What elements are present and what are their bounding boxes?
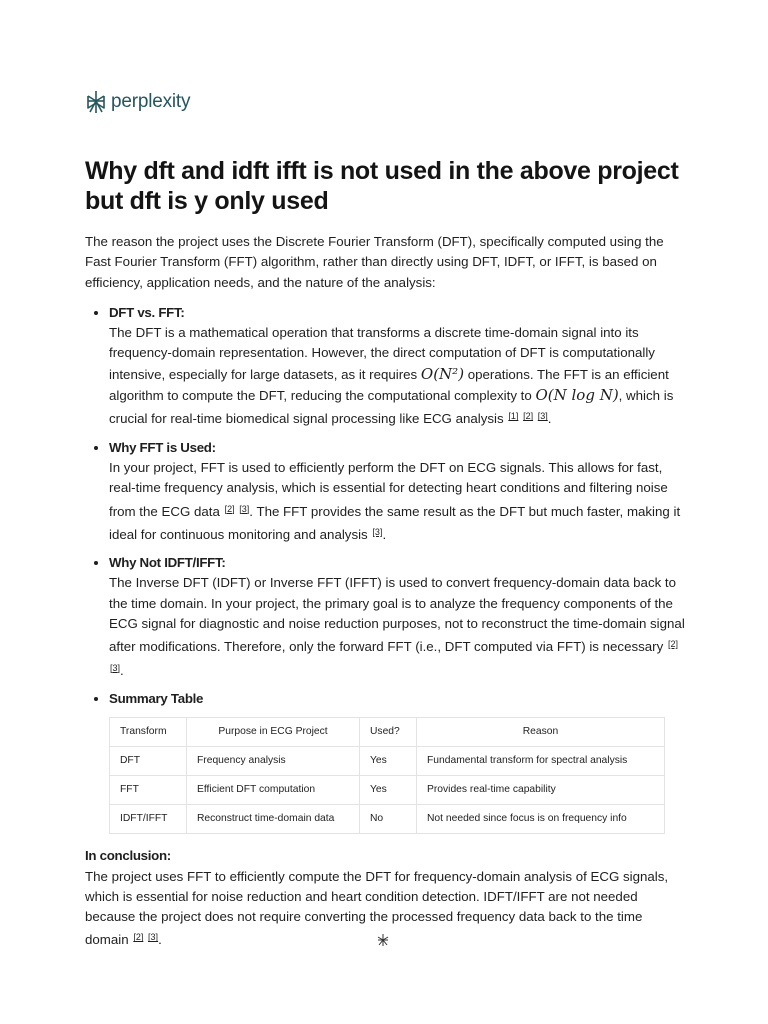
conclusion-paragraph: The project uses FFT to efficiently compute the DFT for frequency-domain analysis of ECG signals, which is essential for noise reduction and heart condition detection. IDFT/IFFT are not needed because the project does not require converting the processed frequency data back to the time domain [2] [3]. xyxy=(85,868,669,948)
summary-table xyxy=(109,717,665,834)
column-header: Used? xyxy=(360,718,417,747)
citation-link[interactable]: [2] xyxy=(224,503,235,514)
column-header: Purpose in ECG Project xyxy=(187,718,360,747)
math-big-o-n-squared: O(N²) xyxy=(420,364,465,383)
citation-link[interactable]: [2] xyxy=(133,932,144,943)
list-item: • Why Not IDFT/IFFT: The Inverse DFT (IDFT) or Inverse FFT (IFFT) is used to convert frequency-domain data back to the time domain. In your project, the primary goal is to analyze the frequency components of the ECG signal for diagnostic and noise reduction purposes, not to reconstruct the time-domain signal after modifications. Therefore, only the forward FFT (i.e., DFT computed via FFT) is necessary [2] [3]. xyxy=(109,553,685,681)
list-item: • DFT vs. FFT: The DFT is a mathematical operation that transforms a discrete time-domain signal into its frequency-domain representation. However, the direct computation of DFT is computationally intensive, especially for large datasets, as it requires O(N²) operations. The FFT is an efficient algorithm to compute the DFT, reducing the computational complexity to O(N log N), which is crucial for real-time biomedical signal processing like ECG analysis [1] [2] [3]. xyxy=(109,303,685,430)
document xyxy=(85,88,685,951)
bullet-heading: Why Not IDFT/IFFT: xyxy=(109,555,226,571)
table-cell: IDFT/IFFT xyxy=(110,805,187,834)
brand-name: perplexity xyxy=(111,91,191,112)
bullet-heading: DFT vs. FFT: xyxy=(109,304,185,320)
table-row xyxy=(110,747,665,776)
column-header: Transform xyxy=(110,718,187,747)
bullet-list xyxy=(85,303,685,834)
citation-link[interactable]: [2] xyxy=(523,411,534,422)
table-cell: No xyxy=(360,805,417,834)
citation-link[interactable]: [3] xyxy=(537,411,548,422)
table-cell: FFT xyxy=(110,776,187,805)
table-cell: Yes xyxy=(360,776,417,805)
perplexity-logo xyxy=(85,88,685,116)
citation-link[interactable]: [2] xyxy=(667,639,678,650)
math-big-o-n-log-n: O(N log N) xyxy=(535,386,619,405)
conclusion-heading: In conclusion: xyxy=(85,848,171,864)
bullet-heading: Why FFT is Used: xyxy=(109,439,216,455)
table-cell: Efficient DFT computation xyxy=(187,776,360,805)
citation-link[interactable]: [3] xyxy=(372,526,383,537)
table-cell: Provides real-time capability xyxy=(417,776,665,805)
perplexity-logo-icon xyxy=(85,90,107,114)
list-item: • Why FFT is Used: In your project, FFT is used to efficiently perform the DFT on ECG signals. This allows for fast, real-time frequency analysis, which is essential for detecting heart conditions and filtering noise from the ECG data [2] [3]. The FFT provides the same result as the DFT but much faster, making it ideal for continuous monitoring and analysis [3]. xyxy=(109,438,685,545)
table-row xyxy=(110,776,665,805)
citation-link[interactable]: [1] xyxy=(508,411,519,422)
page-title: Why dft and idft ifft is not used in the above project but dft is y only used xyxy=(85,157,679,215)
bullet-heading: Summary Table xyxy=(109,690,204,706)
table-cell: Yes xyxy=(360,747,417,776)
table-cell: Not needed since focus is on frequency info xyxy=(417,805,665,834)
table-cell: Frequency analysis xyxy=(187,747,360,776)
table-header-row xyxy=(110,718,665,747)
column-header: Reason xyxy=(417,718,665,747)
table-cell: Reconstruct time-domain data xyxy=(187,805,360,834)
table-cell: DFT xyxy=(110,747,187,776)
perplexity-footer-icon xyxy=(376,933,390,947)
table-cell: Fundamental transform for spectral analysis xyxy=(417,747,665,776)
citation-link[interactable]: [3] xyxy=(239,503,250,514)
citation-link[interactable]: [3] xyxy=(148,932,159,943)
intro-paragraph: The reason the project uses the Discrete Fourier Transform (DFT), specifically computed using the Fast Fourier Transform (FFT) algorithm, rather than directly using DFT, IDFT, or IFFT, is based on efficiency, application needs, and the nature of the analysis: xyxy=(85,234,664,290)
list-item xyxy=(109,689,685,834)
citation-link[interactable]: [3] xyxy=(110,662,121,673)
table-row xyxy=(110,805,665,834)
